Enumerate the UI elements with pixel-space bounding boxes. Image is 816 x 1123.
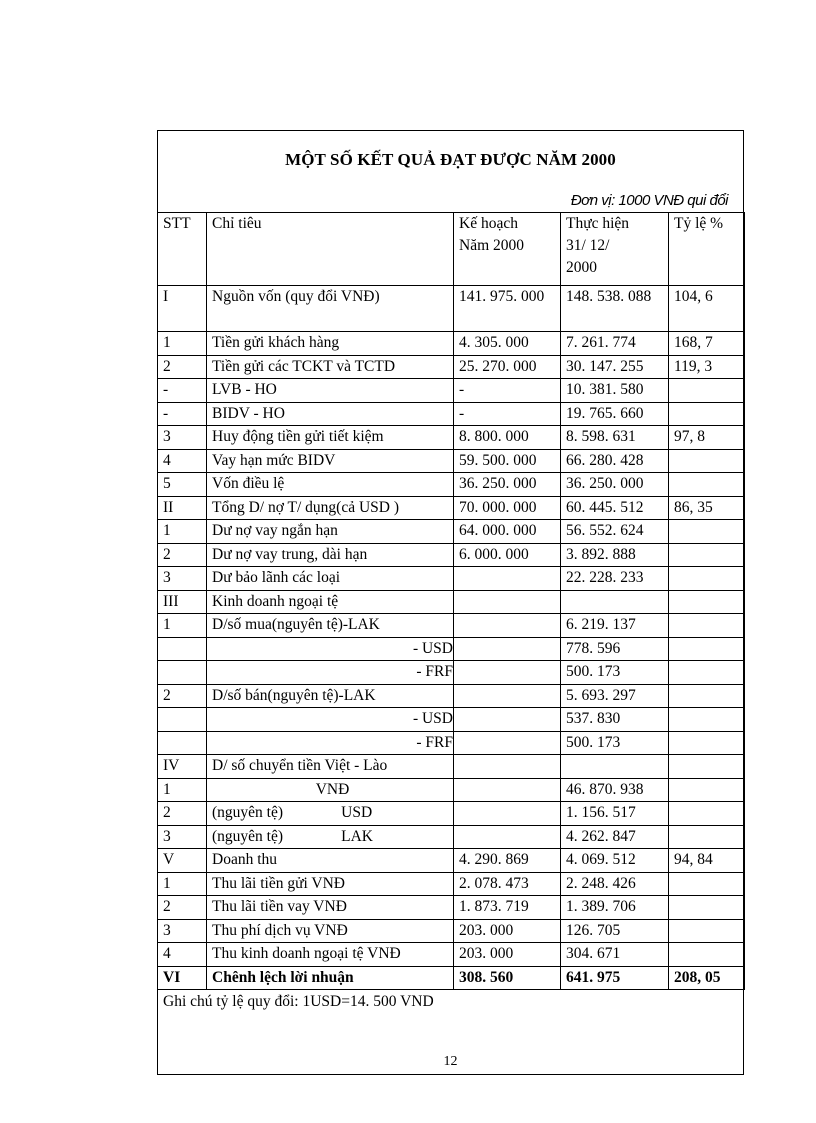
cell-ke-hoach: 4. 305. 000 [454,332,561,356]
cell-chi-tieu: - FRF [207,731,454,755]
cell-chi-tieu: D/số bán(nguyên tệ)-LAK [207,684,454,708]
cell-stt: 1 [158,614,207,638]
cell-stt: III [158,590,207,614]
cell-thuc-hien: 641. 975 [561,966,669,990]
cell-chi-tieu: Thu kinh doanh ngoại tệ VNĐ [207,943,454,967]
table-row [158,661,745,685]
cell-chi-tieu: Thu lãi tiền gửi VNĐ [207,872,454,896]
cell-thuc-hien: 56. 552. 624 [561,520,669,544]
table-row [158,543,745,567]
cell-thuc-hien: 4. 262. 847 [561,825,669,849]
cell-chi-tieu: Dư nợ vay ngắn hạn [207,520,454,544]
cell-stt: II [158,496,207,520]
table-row [158,379,745,403]
cell-stt: IV [158,755,207,779]
cell-thuc-hien: 30. 147. 255 [561,355,669,379]
cell-stt [158,637,207,661]
cell-chi-tieu: Tiền gửi khách hàng [207,332,454,356]
cell-chi-tieu: VNĐ [207,778,454,802]
cell-ke-hoach [454,802,561,826]
cell-ty-le [669,708,745,732]
cell-ke-hoach: - [454,402,561,426]
cell-chi-tieu: D/số mua(nguyên tệ)-LAK [207,614,454,638]
cell-thuc-hien: 4. 069. 512 [561,849,669,873]
cell-thuc-hien [561,755,669,779]
table-row [158,943,745,967]
cell-chi-tieu: Thu lãi tiền vay VNĐ [207,896,454,920]
cell-thuc-hien: 36. 250. 000 [561,473,669,497]
cell-thuc-hien: 22. 228. 233 [561,567,669,591]
table-row [158,919,745,943]
cell-ty-le [669,614,745,638]
cell-stt: 2 [158,896,207,920]
cell-thuc-hien [561,590,669,614]
table-row [158,966,745,990]
cell-chi-tieu: Tổng D/ nợ T/ dụng(cả USD ) [207,496,454,520]
cell-ty-le: 208, 05 [669,966,745,990]
cell-stt: 3 [158,825,207,849]
cell-thuc-hien: 60. 445. 512 [561,496,669,520]
cell-ke-hoach: 2. 078. 473 [454,872,561,896]
table-body [158,286,745,990]
cell-stt: VI [158,966,207,990]
cell-ke-hoach: 6. 000. 000 [454,543,561,567]
cell-chi-tieu: Huy động tiền gửi tiết kiệm [207,426,454,450]
table-row [158,731,745,755]
cell-chi-tieu: (nguyên tệ) USD [207,802,454,826]
cell-ke-hoach: 64. 000. 000 [454,520,561,544]
cell-ty-le: 97, 8 [669,426,745,450]
cell-thuc-hien: 304. 671 [561,943,669,967]
cell-ke-hoach: 203. 000 [454,919,561,943]
table-row [158,286,745,332]
cell-ke-hoach [454,778,561,802]
cell-ty-le [669,543,745,567]
cell-stt: 2 [158,355,207,379]
cell-stt: 3 [158,426,207,450]
cell-ty-le: 119, 3 [669,355,745,379]
cell-thuc-hien: 500. 173 [561,731,669,755]
cell-ty-le [669,590,745,614]
cell-thuc-hien: 10. 381. 580 [561,379,669,403]
cell-chi-tieu: Kinh doanh ngoại tệ [207,590,454,614]
cell-chi-tieu: Vốn điều lệ [207,473,454,497]
cell-ty-le [669,567,745,591]
cell-ke-hoach: - [454,379,561,403]
header-stt: STT [158,213,207,286]
cell-stt [158,661,207,685]
table-row [158,872,745,896]
cell-ty-le [669,661,745,685]
cell-stt: 2 [158,802,207,826]
cell-chi-tieu: Dư bảo lãnh các loại [207,567,454,591]
table-row [158,849,745,873]
table-row [158,590,745,614]
header-ke-hoach [454,213,561,286]
header-chi-tieu [207,213,454,286]
cell-ty-le [669,379,745,403]
cell-stt: 1 [158,872,207,896]
cell-stt: V [158,849,207,873]
cell-ke-hoach [454,731,561,755]
cell-ke-hoach [454,684,561,708]
cell-ty-le [669,637,745,661]
header-ty-le: Tỷ lệ % [669,213,745,286]
cell-stt: 1 [158,778,207,802]
cell-ke-hoach: 8. 800. 000 [454,426,561,450]
cell-ty-le: 168, 7 [669,332,745,356]
cell-ty-le [669,731,745,755]
cell-ty-le [669,402,745,426]
cell-ke-hoach: 25. 270. 000 [454,355,561,379]
cell-chi-tieu: - USD [207,637,454,661]
cell-chi-tieu: (nguyên tệ) LAK [207,825,454,849]
header-ke-hoach-line1: Kế hoạch [459,215,518,232]
cell-ke-hoach: 203. 000 [454,943,561,967]
header-thuc-hien-line3: 2000 [566,259,597,276]
table-row [158,637,745,661]
cell-chi-tieu: - FRF [207,661,454,685]
cell-chi-tieu: Nguồn vốn (quy đổi VNĐ) [207,286,454,332]
cell-thuc-hien: 148. 538. 088 [561,286,669,332]
cell-thuc-hien: 778. 596 [561,637,669,661]
cell-stt: 3 [158,567,207,591]
cell-chi-tieu: Thu phí dịch vụ VNĐ [207,919,454,943]
table-row [158,402,745,426]
header-ke-hoach-line2: Năm 2000 [459,237,525,254]
table-header-row [158,213,745,286]
cell-ke-hoach: 4. 290. 869 [454,849,561,873]
cell-stt [158,731,207,755]
cell-chi-tieu: Tiền gửi các TCKT và TCTD [207,355,454,379]
cell-stt: 2 [158,684,207,708]
cell-stt: 5 [158,473,207,497]
table-row [158,755,745,779]
table-row [158,449,745,473]
cell-chi-tieu: Doanh thu [207,849,454,873]
table-row [158,426,745,450]
cell-ke-hoach: 308. 560 [454,966,561,990]
cell-stt: 4 [158,943,207,967]
cell-ty-le [669,872,745,896]
page-title: MỘT SỐ KẾT QUẢ ĐẠT ĐƯỢC NĂM 2000 [285,150,616,169]
table-row [158,496,745,520]
page-number: 12 [443,1054,458,1069]
results-table [157,212,745,990]
cell-ty-le [669,778,745,802]
cell-ty-le [669,943,745,967]
cell-ty-le [669,896,745,920]
cell-thuc-hien: 5. 693. 297 [561,684,669,708]
table-row [158,802,745,826]
cell-thuc-hien: 126. 705 [561,919,669,943]
table-row [158,567,745,591]
cell-thuc-hien: 537. 830 [561,708,669,732]
cell-ty-le [669,802,745,826]
cell-thuc-hien: 46. 870. 938 [561,778,669,802]
cell-stt [158,708,207,732]
table-row [158,332,745,356]
cell-thuc-hien: 19. 765. 660 [561,402,669,426]
cell-ty-le [669,825,745,849]
table-row [158,614,745,638]
cell-stt: - [158,402,207,426]
table-row [158,473,745,497]
cell-ke-hoach [454,637,561,661]
cell-chi-tieu: Chênh lệch lời nhuận [207,966,454,990]
cell-thuc-hien: 1. 389. 706 [561,896,669,920]
cell-ke-hoach [454,661,561,685]
cell-chi-tieu: LVB - HO [207,379,454,403]
table-row [158,355,745,379]
cell-ke-hoach: 141. 975. 000 [454,286,561,332]
cell-ke-hoach [454,825,561,849]
cell-ty-le: 86, 35 [669,496,745,520]
header-thuc-hien [561,213,669,286]
table-row [158,778,745,802]
unit-note: Đơn vị: 1000 VNĐ qui đổi [570,192,728,209]
header-chi-tieu-label: Chỉ tiêu [212,215,262,232]
cell-ke-hoach: 36. 250. 000 [454,473,561,497]
cell-ty-le [669,473,745,497]
cell-ke-hoach [454,708,561,732]
cell-ty-le: 94, 84 [669,849,745,873]
cell-thuc-hien: 2. 248. 426 [561,872,669,896]
cell-chi-tieu: Vay hạn mức BIDV [207,449,454,473]
cell-stt: 4 [158,449,207,473]
table-row [158,708,745,732]
cell-thuc-hien: 7. 261. 774 [561,332,669,356]
cell-ty-le [669,520,745,544]
cell-ty-le [669,755,745,779]
cell-thuc-hien: 1. 156. 517 [561,802,669,826]
header-thuc-hien-line1: Thực hiện [566,215,630,232]
cell-thuc-hien: 3. 892. 888 [561,543,669,567]
cell-ke-hoach: 1. 873. 719 [454,896,561,920]
cell-ke-hoach: 70. 000. 000 [454,496,561,520]
cell-ke-hoach [454,590,561,614]
cell-chi-tieu: - USD [207,708,454,732]
cell-thuc-hien: 66. 280. 428 [561,449,669,473]
cell-chi-tieu: Dư nợ vay trung, dài hạn [207,543,454,567]
cell-ty-le: 104, 6 [669,286,745,332]
table-row [158,896,745,920]
table-row [158,825,745,849]
footnote: Ghi chú tỷ lệ quy đổi: 1USD=14. 500 VND [163,993,434,1010]
cell-stt: - [158,379,207,403]
cell-stt: 1 [158,332,207,356]
cell-ty-le [669,449,745,473]
table-row [158,684,745,708]
cell-stt: 1 [158,520,207,544]
cell-ke-hoach [454,567,561,591]
cell-stt: 3 [158,919,207,943]
cell-chi-tieu: BIDV - HO [207,402,454,426]
cell-ke-hoach: 59. 500. 000 [454,449,561,473]
cell-thuc-hien: 6. 219. 137 [561,614,669,638]
cell-stt: I [158,286,207,332]
cell-stt: 2 [158,543,207,567]
table-row [158,520,745,544]
cell-chi-tieu: D/ số chuyển tiền Việt - Lào [207,755,454,779]
cell-ke-hoach [454,755,561,779]
cell-ty-le [669,684,745,708]
cell-thuc-hien: 8. 598. 631 [561,426,669,450]
header-thuc-hien-line2: 31/ 12/ [566,237,610,254]
cell-ke-hoach [454,614,561,638]
cell-thuc-hien: 500. 173 [561,661,669,685]
cell-ty-le [669,919,745,943]
